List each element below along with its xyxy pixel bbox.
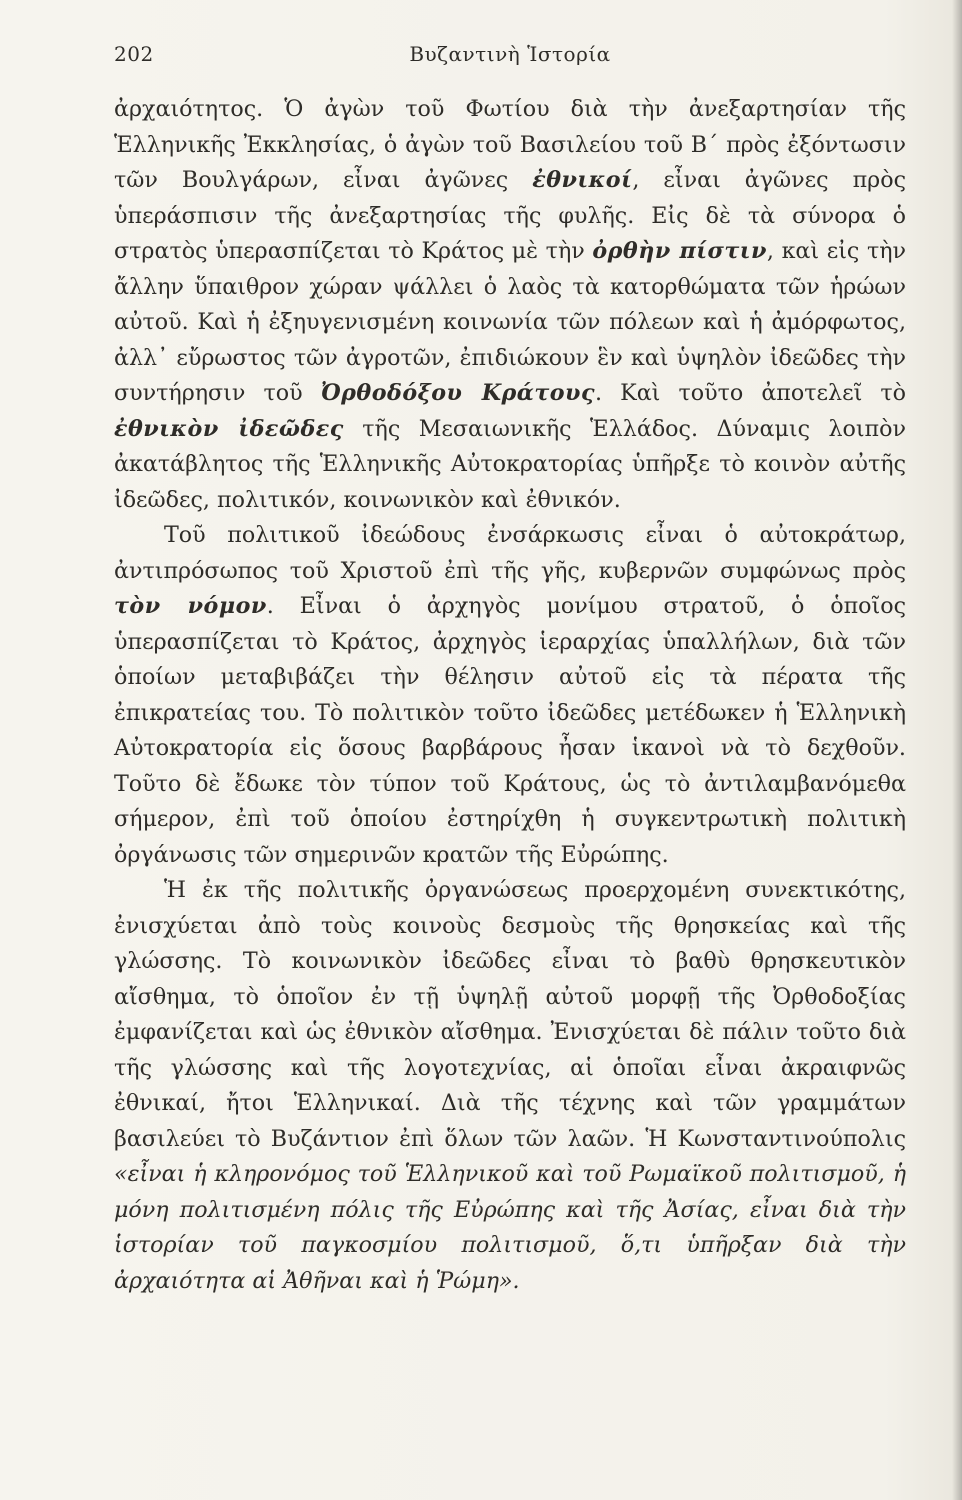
paragraph bbox=[114, 873, 906, 1299]
text-run: ἀρχαιότητος. Ὁ ἀγὼν τοῦ Φωτίου διὰ τὴν ἀνεξαρτησίαν τῆς Ἑλληνικῆς Ἐκκλησίας, ὁ ἀγὼν τοῦ Βασιλείου τοῦ Β΄ πρὸς ἐξόντωσιν τῶν Βουλγάρων, εἶναι ἀγῶνες bbox=[114, 96, 906, 193]
emphasized-term: ὀρθὴν πίστιν bbox=[592, 238, 767, 264]
paragraph bbox=[114, 518, 906, 873]
emphasized-term: ἐθνικὸν ἰδεῶδες bbox=[114, 415, 344, 442]
paragraph bbox=[114, 92, 906, 518]
text-run: , καὶ εἰς τὴν ἄλλην ὕπαιθρον χώραν ψάλλει ὁ λαὸς τὰ κατορθώματα τῶν ἡρώων αὐτοῦ. Καὶ ἡ ἐξηυγενισμένη κοινωνία τῶν πόλεων καὶ ἡ ἀμόρφωτος, ἀλλ᾽ εὔρωστος τῶν ἀγροτῶν, ἐπιδιώκουν ἓν καὶ ὑψηλὸν ἰδεῶδες τὴν συντήρησιν τοῦ bbox=[114, 238, 907, 406]
running-title: Βυζαντινὴ Ἱστορία bbox=[409, 42, 611, 66]
body-text bbox=[114, 92, 906, 1299]
page-number: 202 bbox=[114, 42, 154, 66]
page-edge-shadow bbox=[952, 0, 962, 1500]
text-run: , εἶναι ἀγῶνες πρὸς ὑπεράσπισιν τῆς ἀνεξαρτησίας τῆς φυλῆς. Εἰς δὲ τὰ σύνορα ὁ στρατὸς ὑπερασπίζεται τὸ Κράτος μὲ τὴν bbox=[114, 167, 906, 264]
emphasized-term: ἐθνικοί bbox=[532, 167, 633, 193]
emphasized-term: Ὀρθοδόξου Κράτους bbox=[320, 380, 595, 406]
text-run: τῆς Μεσαιωνικῆς Ἑλλάδος. Δύναμις λοιπὸν ἀκατάβλητος τῆς Ἑλληνικῆς Αὐτοκρατορίας ὑπῆρξε τὸ κοινὸν αὐτῆς ἰδεῶδες, πολιτικόν, κοινωνικὸν καὶ ἐθνικόν. bbox=[114, 415, 906, 513]
text-run: Τοῦ πολιτικοῦ ἰδεώδους ἐνσάρκωσις εἶναι ὁ αὐτοκράτωρ, ἀντιπρόσωπος τοῦ Χριστοῦ ἐπὶ τῆς γῆς, κυβερνῶν συμφώνως πρὸς bbox=[114, 522, 906, 584]
quotation: «εἶναι ἡ κληρονόμος τοῦ Ἑλληνικοῦ καὶ τοῦ Ρωμαϊκοῦ πολιτισμοῦ, ἡ μόνη πολιτισμένη πόλις τῆς Εὐρώπης καὶ τῆς Ἀσίας, εἶναι διὰ τὴν ἱστορίαν τοῦ παγκοσμίου πολιτισμοῦ, ὅ,τι ὑπῆρξαν διὰ τὴν ἀρχαιότητα αἱ Ἀθῆναι καὶ ἡ Ῥώμη». bbox=[114, 1161, 906, 1294]
page-header bbox=[114, 42, 906, 74]
emphasized-term: τὸν νόμον bbox=[114, 593, 267, 619]
text-run: . Εἶναι ὁ ἀρχηγὸς μονίμου στρατοῦ, ὁ ὁποῖος ὑπερασπίζεται τὸ Κράτος, ἀρχηγὸς ἱεραρχίας ὑπαλλήλων, διὰ τῶν ὁποίων μεταβιβάζει τὴν θέλησιν αὐτοῦ εἰς τὰ πέρατα τῆς ἐπικρατείας του. Τὸ πολιτικὸν τοῦτο ἰδεῶδες μετέδωκεν ἡ Ἑλληνικὴ Αὐτοκρατορία εἰς ὅσους βαρβάρους ἦσαν ἱκανοὶ νὰ τὸ δεχθοῦν. Τοῦτο δὲ ἔδωκε τὸν τύπον τοῦ Κράτους, ὡς τὸ ἀντιλαμβανόμεθα σήμερον, ἐπὶ τοῦ ὁποίου ἐστηρίχθη ἡ συγκεντρωτικὴ πολιτικὴ ὀργάνωσις τῶν σημερινῶν κρατῶν τῆς Εὐρώπης. bbox=[114, 593, 906, 868]
text-run: . Καὶ τοῦτο ἀποτελεῖ τὸ bbox=[594, 380, 907, 406]
text-run: Ἡ ἐκ τῆς πολιτικῆς ὀργανώσεως προερχομένη συνεκτικότης, ἐνισχύεται ἀπὸ τοὺς κοινοὺς δεσμοὺς τῆς θρησκείας καὶ τῆς γλώσσης. Τὸ κοινωνικὸν ἰδεῶδες εἶναι τὸ βαθὺ θρησκευτικὸν αἴσθημα, τὸ ὁποῖον ἐν τῇ ὑψηλῇ αὐτοῦ μορφῇ τῆς Ὀρθοδοξίας ἐμφανίζεται καὶ ὡς ἐθνικὸν αἴσθημα. Ἐνισχύεται δὲ πάλιν τοῦτο διὰ τῆς γλώσσης καὶ τῆς λογοτεχνίας, αἱ ὁποῖαι εἶναι ἀκραιφνῶς ἐθνικαί, ἤτοι Ἑλληνικαί. Διὰ τῆς τέχνης καὶ τῶν γραμμάτων βασιλεύει τὸ Βυζάντιον ἐπὶ ὅλων τῶν λαῶν. Ἡ Κωνσταντινούπολις bbox=[114, 877, 906, 1152]
